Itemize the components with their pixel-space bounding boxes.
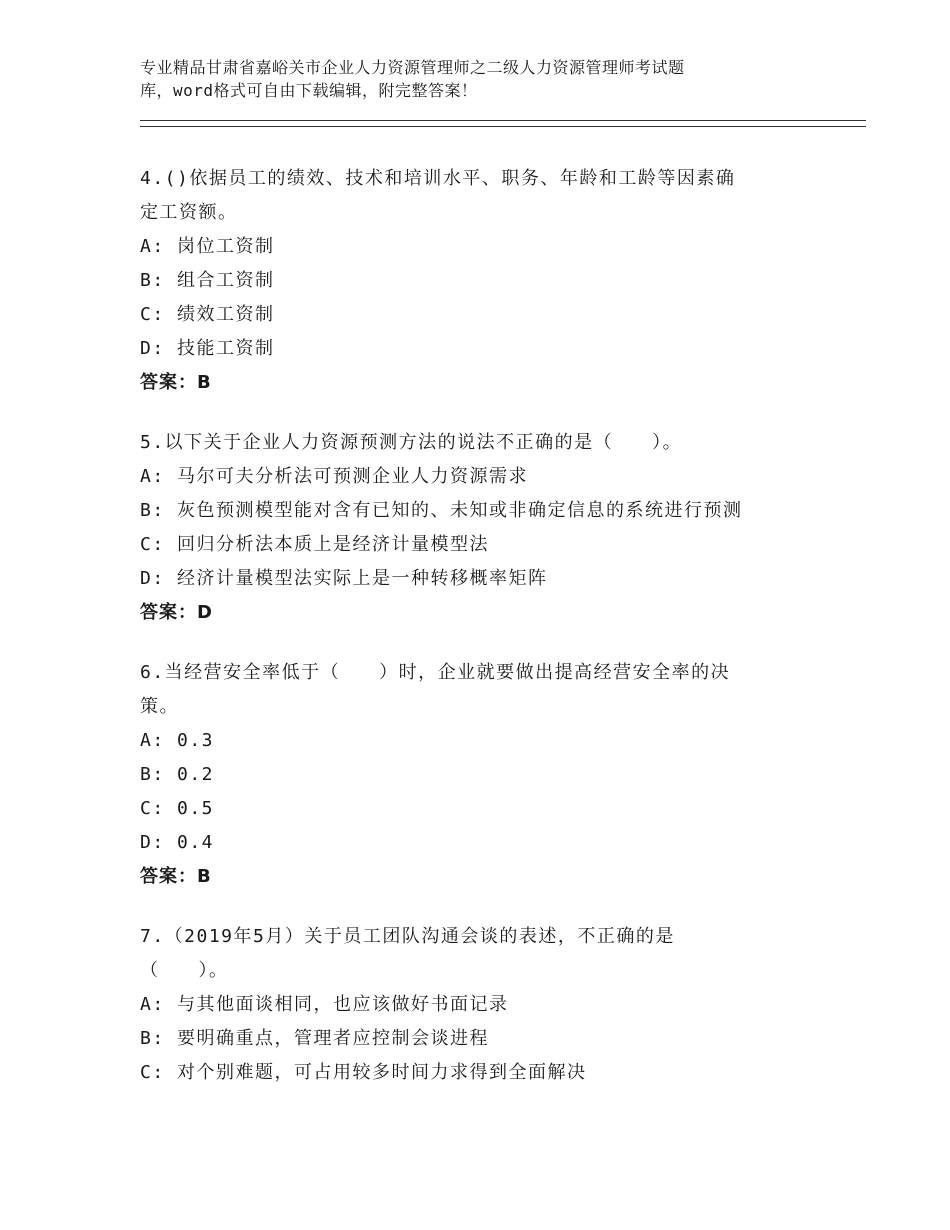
question-stem-line: 定工资额。 <box>140 202 238 223</box>
option-a: A: 岗位工资制 <box>140 236 275 257</box>
question-stem <box>140 656 820 724</box>
question-stem <box>140 426 820 460</box>
option-b: B: 0.2 <box>140 764 215 785</box>
question-7 <box>140 920 820 1090</box>
header-title-line-1: 专业精品甘肃省嘉峪关市企业人力资源管理师之二级人力资源管理师考试题 <box>140 58 685 77</box>
option-a: A: 0.3 <box>140 730 215 751</box>
question-stem-line: 6.当经营安全率低于（ ）时，企业就要做出提高经营安全率的决 <box>140 662 731 683</box>
question-stem-line: （ ）。 <box>140 960 229 981</box>
option-b: B: 组合工资制 <box>140 270 275 291</box>
answer-label: 答案：B <box>140 372 212 393</box>
question-stem-line: 4.()依据员工的绩效、技术和培训水平、职务、年龄和工龄等因素确 <box>140 168 736 189</box>
option-d: D: 经济计量模型法实际上是一种转移概率矩阵 <box>140 568 548 589</box>
question-6 <box>140 656 820 894</box>
option-d: D: 0.4 <box>140 832 215 853</box>
option-c: C: 绩效工资制 <box>140 304 275 325</box>
question-stem <box>140 162 820 230</box>
header-title-line-2: 库，word格式可自由下载编辑，附完整答案！ <box>140 81 478 100</box>
option-c: C: 对个别难题，可占用较多时间力求得到全面解决 <box>140 1062 587 1083</box>
question-stem <box>140 920 820 988</box>
answer-label: 答案：D <box>140 602 213 623</box>
document-header <box>140 56 780 102</box>
question-5 <box>140 426 820 630</box>
answer-label: 答案：B <box>140 866 212 887</box>
option-c: C: 回归分析法本质上是经济计量模型法 <box>140 534 490 555</box>
header-double-rule <box>140 120 866 127</box>
option-a: A: 与其他面谈相同，也应该做好书面记录 <box>140 994 509 1015</box>
question-stem-line: 7.（2019年5月）关于员工团队沟通会谈的表述，不正确的是 <box>140 926 675 947</box>
option-c: C: 0.5 <box>140 798 215 819</box>
question-stem-line: 策。 <box>140 696 179 717</box>
question-4 <box>140 162 820 400</box>
option-a: A: 马尔可夫分析法可预测企业人力资源需求 <box>140 466 529 487</box>
option-b: B: 灰色预测模型能对含有已知的、未知或非确定信息的系统进行预测 <box>140 500 743 521</box>
option-d: D: 技能工资制 <box>140 338 275 359</box>
question-stem-line: 5.以下关于企业人力资源预测方法的说法不正确的是（ ）。 <box>140 432 683 453</box>
option-b: B: 要明确重点，管理者应控制会谈进程 <box>140 1028 490 1049</box>
question-list <box>140 162 820 1116</box>
